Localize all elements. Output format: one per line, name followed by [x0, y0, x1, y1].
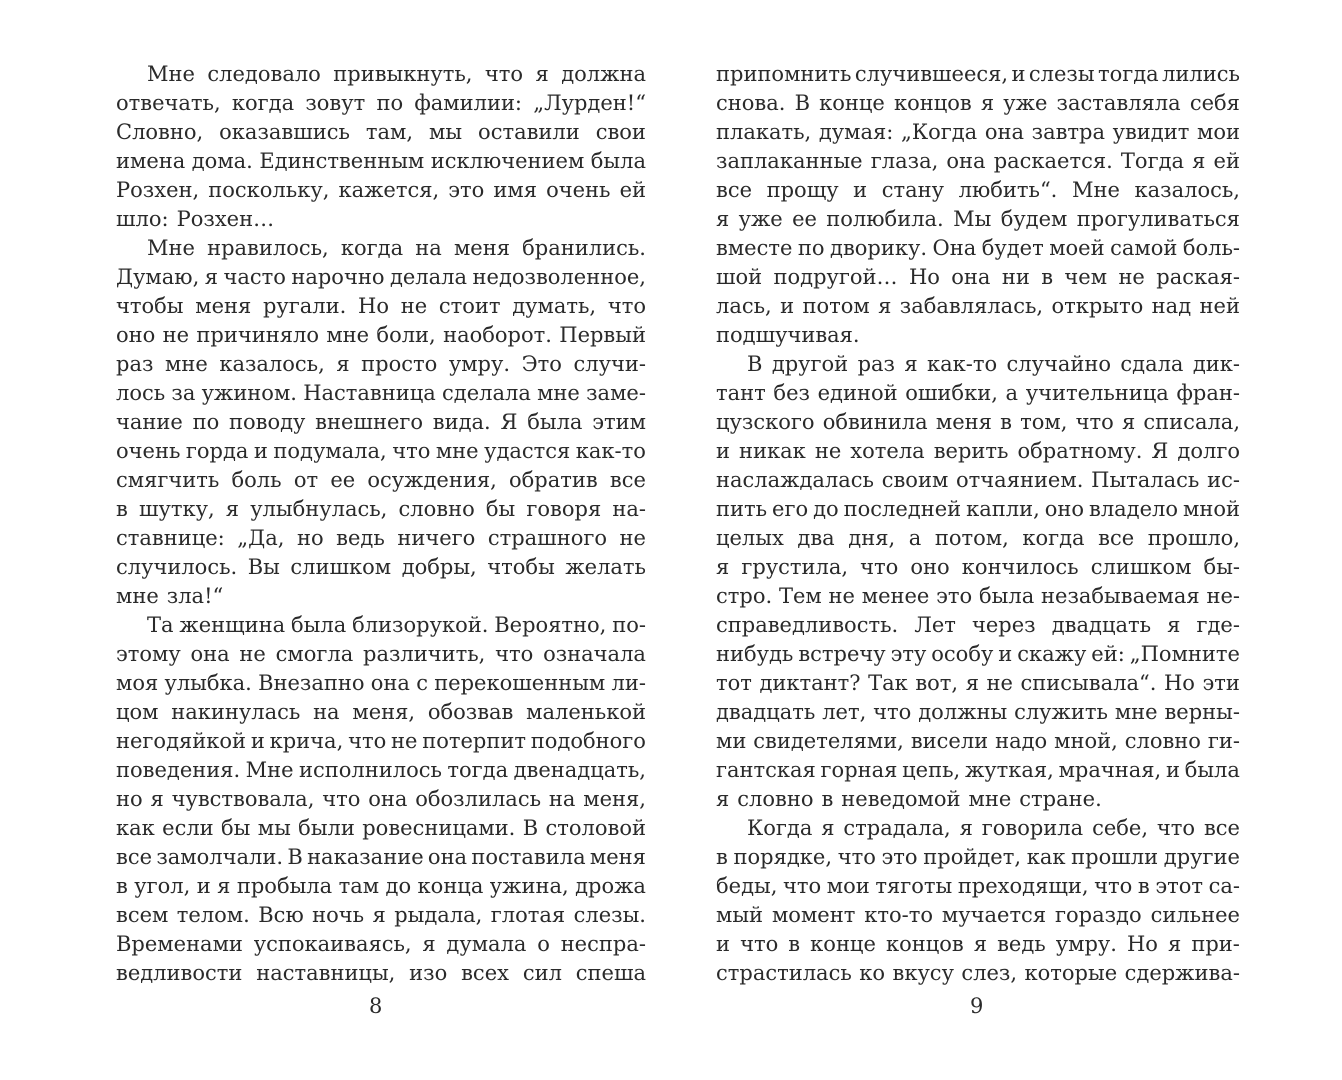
left-page-text — [116, 60, 646, 988]
text-line: Розхен, поскольку, кажется, это имя очень ей — [116, 178, 646, 202]
text-line: Мне следовало привыкнуть, что я должна — [147, 62, 646, 86]
text-line: мый момент кто-то мучается гораздо сильнее — [716, 903, 1240, 927]
text-line: всем телом. Всю ночь я рыдала, глотая слезы. — [116, 903, 646, 927]
text-line: мне зла!“ — [116, 584, 224, 608]
text-line: очень горда и подумала, что мне удастся как-то — [116, 439, 646, 463]
text-line: и никак не хотела верить обратному. Я долго — [716, 439, 1240, 463]
text-line: шой подругой… Но она ни в чем не раская- — [716, 265, 1240, 289]
text-line: все прощу и стану любить“. Мне казалось, — [716, 178, 1240, 202]
text-line: шло: Розхен… — [116, 207, 275, 231]
text-line: снова. В конце концов я уже заставляла себя — [716, 91, 1240, 115]
text-line: целых два дня, а потом, когда все прошло, — [716, 526, 1240, 550]
text-line: Временами успокаиваясь, я думала о неспра- — [116, 932, 646, 956]
text-line: лось за ужином. Наставница сделала мне заме- — [116, 381, 646, 405]
text-line: справедливость. Лет через двадцать я где- — [716, 613, 1240, 637]
text-line: ставнице: „Да, но ведь ничего страшного не — [116, 526, 646, 550]
text-line: подшучивая. — [716, 323, 860, 347]
text-line: все замолчали. В наказание она поставила меня — [116, 845, 646, 869]
text-line: двадцать лет, что должны служить мне верны- — [716, 700, 1240, 724]
text-line: как если бы мы были ровесницами. В столовой — [116, 816, 646, 840]
text-line: чтобы меня ругали. Но не стоит думать, что — [116, 294, 646, 318]
text-line: тот диктант? Так вот, я не списывала“. Но эти — [716, 671, 1240, 695]
text-line: вместе по дворику. Она будет моей самой боль- — [716, 236, 1240, 260]
text-line: нибудь встречу эту особу и скажу ей: „Помните — [716, 642, 1240, 666]
text-line: негодяйкой и крича, что не потерпит подобного — [116, 729, 646, 753]
text-line: и что в конце концов я ведь умру. Но я при- — [716, 932, 1240, 956]
text-line: наслаждалась своим отчаянием. Пыталась ис- — [716, 468, 1240, 492]
text-line: я грустила, что оно кончилось слишком бы- — [716, 555, 1240, 579]
text-line: Мне нравилось, когда на меня бранились. — [147, 236, 646, 260]
text-line: Та женщина была близорукой. Вероятно, по- — [147, 613, 646, 637]
text-line: ведливости наставницы, изо всех сил спеша — [116, 961, 646, 985]
right-page-text — [716, 60, 1240, 988]
text-line: в шутку, я улыбнулась, словно бы говоря на- — [116, 497, 646, 521]
text-line: плакать, думая: „Когда она завтра увидит мои — [716, 120, 1240, 144]
text-line: отвечать, когда зовут по фамилии: „Лурден!“ — [116, 91, 646, 115]
text-line: гантская горная цепь, жуткая, мрачная, и была — [716, 758, 1240, 782]
text-line: в угол, и я пробыла там до конца ужина, дрожа — [116, 874, 646, 898]
text-line: пить его до последней капли, оно владело мной — [716, 497, 1240, 521]
text-line: этому она не смогла различить, что означала — [116, 642, 646, 666]
text-line: оно не причиняло мне боли, наоборот. Первый — [116, 323, 646, 347]
text-line: смягчить боль от ее осуждения, обратив все — [116, 468, 646, 492]
text-line: цом накинулась на меня, обозвав маленькой — [116, 700, 646, 724]
text-line: лась, и потом я забавлялась, открыто над ней — [716, 294, 1240, 318]
text-line: раз мне казалось, я просто умру. Это случи- — [116, 352, 646, 376]
text-line: цузского обвинила меня в том, что я списала, — [716, 410, 1240, 434]
text-line: В другой раз я как-то случайно сдала дик- — [747, 352, 1240, 376]
text-line: беды, что мои тяготы преходящи, что в этот са- — [716, 874, 1240, 898]
text-line: я уже ее полюбила. Мы будем прогуливаться — [716, 207, 1240, 231]
text-line: стро. Тем не менее это была незабываемая не- — [716, 584, 1240, 608]
text-line: я словно в неведомой мне стране. — [716, 787, 1102, 811]
right-page — [716, 60, 1240, 988]
text-line: моя улыбка. Внезапно она с перекошенным ли- — [116, 671, 646, 695]
text-line: заплаканные глаза, она раскается. Тогда я ей — [716, 149, 1240, 173]
left-page-number: 8 — [369, 994, 383, 1018]
left-page — [116, 60, 646, 988]
text-line: случилось. Вы слишком добры, чтобы желать — [116, 555, 646, 579]
text-line: Когда я страдала, я говорила себе, что все — [747, 816, 1240, 840]
text-line: припомнить случившееся, и слезы тогда лились — [716, 62, 1240, 86]
text-line: поведения. Мне исполнилось тогда двенадцать, — [116, 758, 646, 782]
text-line: в порядке, что это пройдет, как прошли другие — [716, 845, 1240, 869]
text-line: имена дома. Единственным исключением была — [116, 149, 646, 173]
text-line: чание по поводу внешнего вида. Я была этим — [116, 410, 646, 434]
text-line: но я чувствовала, что она обозлилась на меня, — [116, 787, 646, 811]
text-line: ми свидетелями, висели надо мной, словно ги- — [716, 729, 1240, 753]
text-line: тант без единой ошибки, а учительница фран- — [716, 381, 1240, 405]
text-line: Думаю, я часто нарочно делала недозволенное, — [116, 265, 646, 289]
right-page-number: 9 — [970, 994, 984, 1018]
text-line: страстилась ко вкусу слез, которые сдержива- — [716, 961, 1240, 985]
text-line: Словно, оказавшись там, мы оставили свои — [116, 120, 646, 144]
